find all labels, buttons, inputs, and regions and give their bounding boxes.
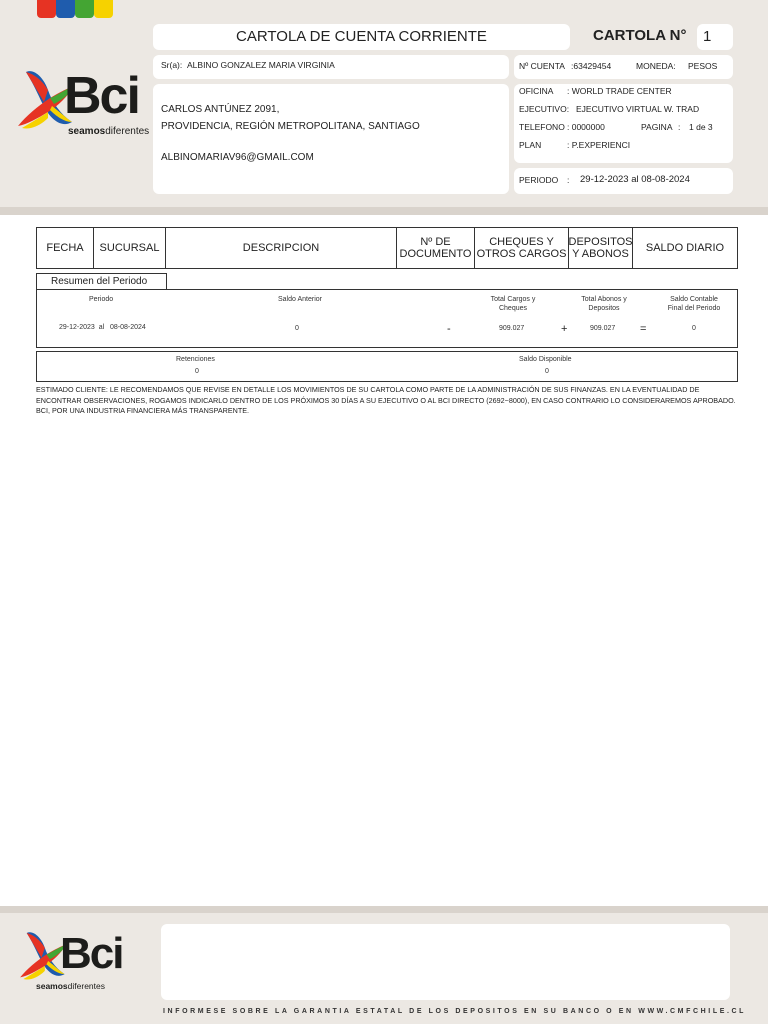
green-tab bbox=[75, 0, 94, 18]
client-name-box bbox=[153, 55, 509, 79]
col-cheques: CHEQUES Y OTROS CARGOS bbox=[475, 228, 569, 268]
address-line-2: PROVIDENCIA, REGIÓN METROPOLITANA, SANTIAGO bbox=[161, 121, 420, 132]
period-summary bbox=[36, 289, 738, 348]
retentions: 0 bbox=[195, 368, 199, 375]
bci-tagline: seamosdiferentes bbox=[68, 126, 150, 137]
available-balance-label: Saldo Disponible bbox=[519, 356, 572, 363]
plan-label: PLAN bbox=[519, 140, 542, 150]
bci-footer-logo bbox=[14, 928, 144, 992]
page-title: CARTOLA DE CUENTA CORRIENTE bbox=[236, 28, 487, 45]
address-line-1: CARLOS ANTÚNEZ 2091, bbox=[161, 104, 280, 115]
deposit-guarantee-text: INFORMESE SOBRE LA GARANTIA ESTATAL DE LOS DEPOSITOS EN SU BANCO O EN WWW.CMFCHILE.CL bbox=[163, 1008, 747, 1015]
client-notice: ESTIMADO CLIENTE: LE RECOMENDAMOS QUE REVISE EN DETALLE LOS MOVIMIENTOS DE SU CARTOLA COMO PARTE DE LA ADMINISTRACIÓN DE SUS FINANZAS. EN LA EVENTUALIDAD DE ENCONTRAR OBSERVACIONES, ROGAMOS INDICARLO DENTRO DE LOS PRÓXIMOS 30 DÍAS A SU EJECUTIVO O AL BCI DIRECTO (2692~8000), EN CASO CONTRARIO LO CONSIDERAREMOS APROBADO. BCI, POR UNA INDUSTRIA FINANCIERA MÁS TRANSPARENTE. bbox=[36, 385, 736, 415]
address-box bbox=[153, 84, 509, 194]
plan: : P.EXPERIENCI bbox=[567, 140, 631, 150]
page-number: 1 de 3 bbox=[689, 122, 713, 132]
retentions-label: Retenciones bbox=[176, 356, 215, 363]
currency: PESOS bbox=[688, 61, 718, 71]
phone: : 0000000 bbox=[567, 122, 605, 132]
phone-label: TELEFONO bbox=[519, 122, 565, 132]
bci-logo bbox=[12, 66, 152, 142]
title-box bbox=[153, 24, 570, 50]
period-separator: : bbox=[567, 175, 570, 185]
period: 29-12-2023 al 08-08-2024 bbox=[580, 174, 690, 185]
currency-label: MONEDA: bbox=[636, 61, 676, 71]
client-name-label: Sr(a): bbox=[161, 60, 183, 70]
col-depositos: DEPOSITOS Y ABONOS bbox=[569, 228, 633, 268]
executive: EJECUTIVO VIRTUAL W. TRAD bbox=[576, 104, 700, 114]
minus-sign: - bbox=[447, 323, 451, 335]
executive-label: EJECUTIVO: bbox=[519, 104, 570, 114]
office-label: OFICINA bbox=[519, 86, 554, 96]
cartola-label: CARTOLA N° bbox=[593, 27, 687, 44]
summary-period-value: 29-12-2023 al 08-08-2024 bbox=[59, 324, 146, 331]
bci-footer-wordmark: Bci bbox=[60, 929, 123, 978]
page-label: PAGINA bbox=[641, 122, 673, 132]
page-separator: : bbox=[678, 122, 681, 132]
period-box bbox=[514, 168, 733, 194]
available-balance: 0 bbox=[545, 368, 549, 375]
cartola-number-box bbox=[697, 24, 733, 50]
summary-tab-label: Resumen del Periodo bbox=[36, 273, 167, 290]
col-documento: Nº DE DOCUMENTO bbox=[397, 228, 475, 268]
period-label: PERIODO bbox=[519, 175, 559, 185]
account-number-label: Nº CUENTA bbox=[519, 61, 565, 71]
red-tab bbox=[37, 0, 56, 18]
retentions-summary bbox=[36, 351, 738, 382]
summary-period-label: Periodo bbox=[89, 296, 114, 303]
client-email: ALBINOMARIAV96@GMAIL.COM bbox=[161, 152, 314, 163]
total-deposits-label: Total Abonos y Depositos bbox=[581, 296, 627, 312]
account-number: :63429454 bbox=[571, 61, 612, 71]
prev-balance-label: Saldo Anterior bbox=[278, 296, 322, 303]
office-info-box bbox=[514, 84, 733, 163]
equals-sign: = bbox=[640, 323, 647, 335]
brand-color-tabs bbox=[37, 0, 113, 18]
prev-balance: 0 bbox=[295, 325, 299, 332]
col-descripcion: DESCRIPCION bbox=[166, 228, 397, 268]
blue-tab bbox=[56, 0, 75, 18]
total-charges: 909.027 bbox=[499, 325, 525, 332]
cartola-number: 1 bbox=[703, 28, 712, 45]
final-balance-label: Saldo Contable Final del Periodo bbox=[667, 296, 721, 312]
movements-table-header bbox=[36, 227, 738, 269]
col-sucursal: SUCURSAL bbox=[94, 228, 166, 268]
plus-sign: + bbox=[561, 323, 568, 335]
footer-message-box bbox=[161, 924, 730, 1000]
col-saldo-diario: SALDO DIARIO bbox=[645, 242, 725, 254]
client-name: ALBINO GONZALEZ MARIA VIRGINIA bbox=[187, 60, 335, 70]
total-charges-label: Total Cargos y Cheques bbox=[490, 296, 536, 312]
bci-footer-tagline: seamosdiferentes bbox=[36, 981, 106, 991]
account-box bbox=[514, 55, 733, 79]
yellow-tab bbox=[94, 0, 113, 18]
final-balance: 0 bbox=[692, 325, 696, 332]
office: : WORLD TRADE CENTER bbox=[567, 86, 672, 96]
header-divider bbox=[0, 207, 768, 215]
total-deposits: 909.027 bbox=[590, 325, 616, 332]
col-fecha: FECHA bbox=[37, 228, 94, 268]
bci-wordmark: Bci bbox=[64, 67, 139, 125]
